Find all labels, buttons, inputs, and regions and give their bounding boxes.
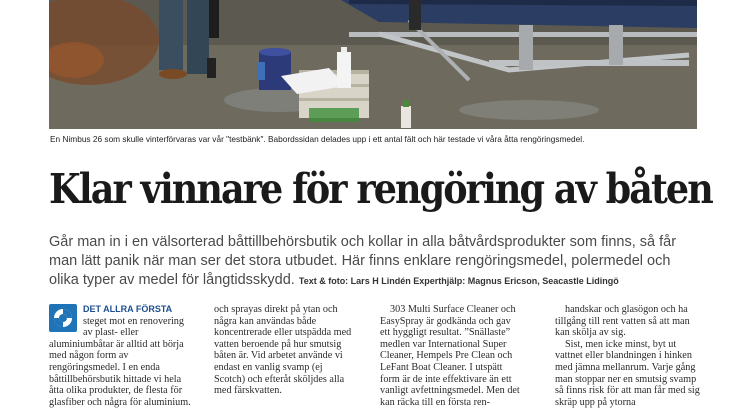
photo-boat-testbench [49,0,697,129]
body-column-3 [380,304,522,408]
kicker: DET ALLRA FÖRSTA [83,304,173,314]
body-text-col3: 303 Multi Surface Cleaner och EasySpray är godkända och gav ett hyggligt resultat. ”Snällaste” medlen var International Super Cleaner, Hempels Pre Clean och LeFant Boat Cleaner. I utspätt form är de inte effektivare än ett vanligt avfettningsmedel. Men det kan räcka till en första ren- [380,304,520,408]
photo-caption: En Nimbus 26 som skulle vinterförvaras var vår "testbänk". Babordssidan delades upp i ett antal fält och här testade vi våra åtta rengöringsmedel. [50,134,585,144]
body-text-col4-para2: Sist, men icke minst, byt ut vattnet eller blandningen i hinken med jämna mellanrum. Varje gång man stoppar ner en smutsig svamp så finns risk för att man får med sig skräp upp på ytorna [555,338,700,408]
lead-text: Går man in i en välsorterad båttillbehörsbutik och kollar in alla båtvårdsprodukter som finns, så får man lätt panik när man ser det stora utbudet. Här finns enklare rengöringsmedel, polermedel och olika typer av medel för långtidsskydd. [49,234,677,288]
body-text-col2: och sprayas direkt på ytan och några kan användas både koncentrerade eller utspädda med vatten beroende på hur smutsig båten är. Vid arbetet använde vi endast en vanlig svamp (ej Scotch) och efteråt sköljdes alla med färskvatten. [214,304,352,397]
body-column-2 [214,304,354,397]
body-column-4 [555,304,701,408]
lead-paragraph [49,233,704,291]
byline-credits: Text & foto: Lars H Lindén Experthjälp: Magnus Ericson, Seacastle Lidingö [298,276,619,286]
body-text-col4-para1: handskar och glasögon och ha tillgång till rent vatten så att man kan skölja av sig. [555,304,690,339]
body-text-col1: steget mot en renovering av plast- eller aluminiumbåtar är alltid att börja med någon form av rengöringsmedel. I en enda båttillbehörsbutik hittade vi hela åtta olika produkter, de flesta för glasfiber och några för aluminium. [49,315,191,408]
headline: Klar vinnare för rengöring av båten [49,164,712,213]
lifebuoy-icon [49,304,77,332]
body-column-1 [49,304,191,408]
